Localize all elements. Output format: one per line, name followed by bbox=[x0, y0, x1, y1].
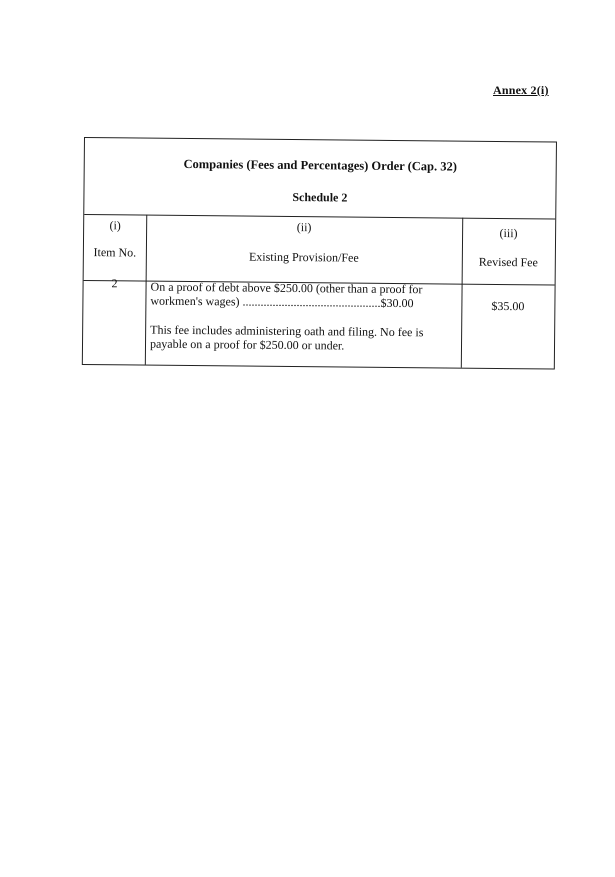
revised-fee-value: $35.00 bbox=[491, 298, 525, 314]
column-header-item-no: Item No. bbox=[93, 245, 137, 260]
column-number-ii: (ii) bbox=[296, 220, 312, 235]
schedule-subtitle: Schedule 2 bbox=[292, 190, 348, 205]
provision-note-line: This fee includes administering oath and filing. No fee is bbox=[150, 322, 424, 340]
column-header-revised-fee: Revised Fee bbox=[478, 254, 538, 270]
item-number: 2 bbox=[111, 276, 118, 291]
column-number-iii: (iii) bbox=[499, 225, 518, 241]
provision-line: On a proof of debt above $250.00 (other than a proof for bbox=[150, 279, 423, 297]
annex-label: Annex 2(i) bbox=[493, 83, 549, 97]
provision-text bbox=[150, 280, 455, 311]
provision-note bbox=[150, 323, 455, 354]
table-title: Companies (Fees and Percentages) Order (Cap. 32) bbox=[183, 156, 458, 174]
column-number-i: (i) bbox=[109, 218, 121, 233]
fee-schedule-table bbox=[82, 137, 557, 370]
provision-line: workmen's wages) ..............................................$30.00 bbox=[150, 293, 414, 311]
column-header-existing-provision: Existing Provision/Fee bbox=[248, 249, 359, 265]
table-header bbox=[84, 138, 556, 220]
provision-note-line: payable on a proof for $250.00 or under. bbox=[149, 336, 345, 353]
